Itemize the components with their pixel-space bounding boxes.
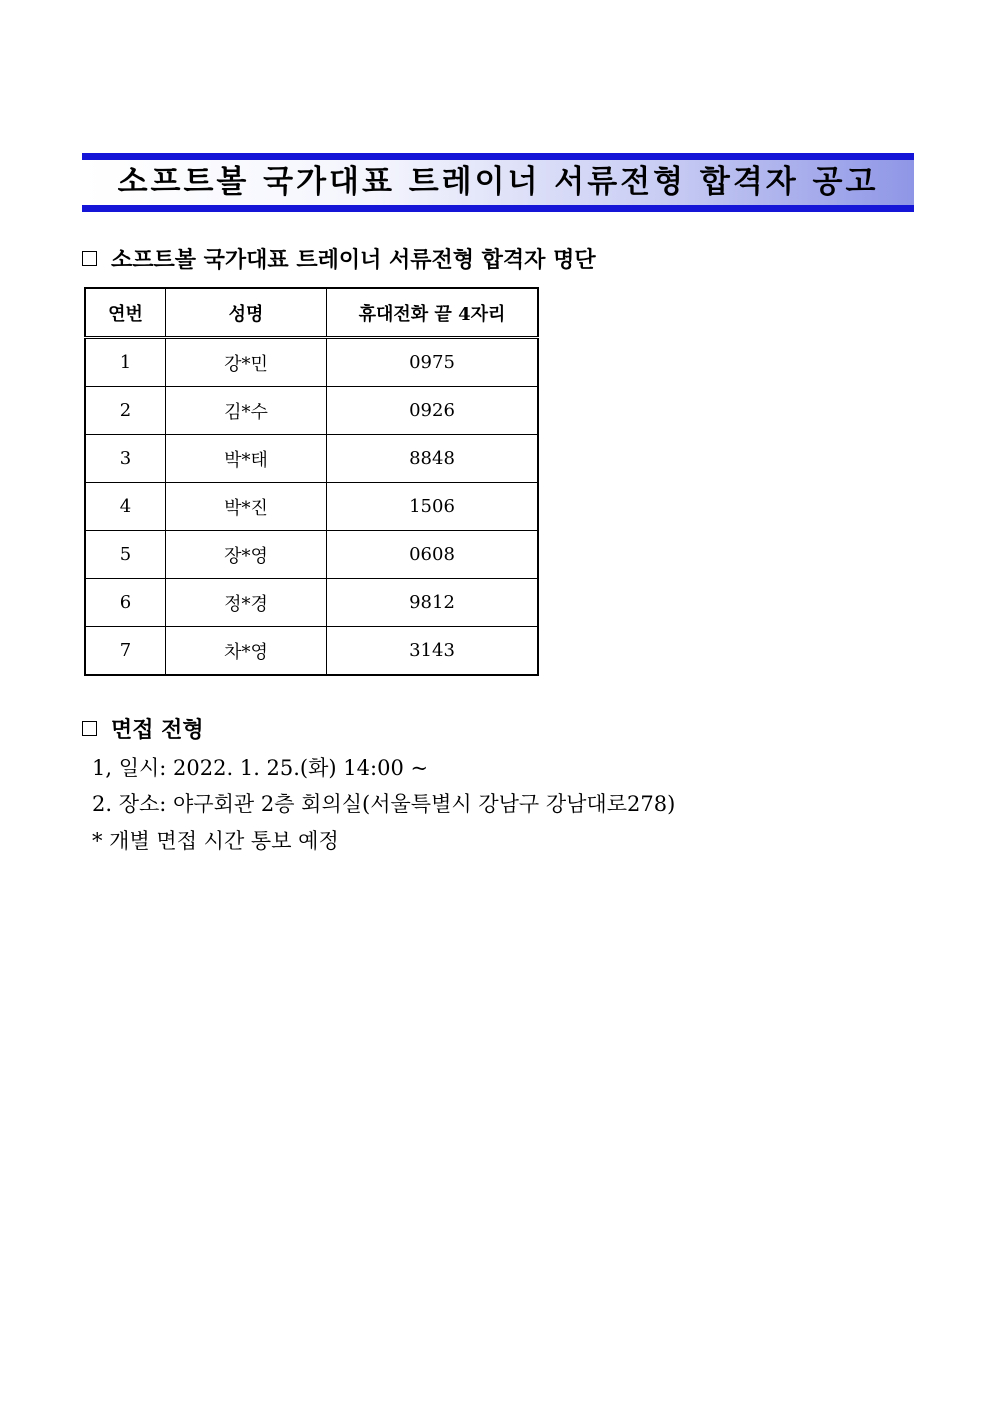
checkbox-icon	[82, 251, 97, 266]
cell-no: 4	[85, 483, 166, 531]
table-row	[85, 387, 538, 435]
cell-no: 7	[85, 627, 166, 676]
cell-name: 정*경	[166, 579, 327, 627]
interview-date-line: 1, 일시: 2022. 1. 25.(화) 14:00 ~	[92, 756, 429, 780]
cell-phone: 3143	[327, 627, 539, 676]
interview-note-line: * 개별 면접 시간 통보 예정	[92, 829, 339, 853]
table-row	[85, 627, 538, 676]
cell-phone: 8848	[327, 435, 539, 483]
title-top-bar	[82, 153, 914, 160]
checkbox-icon	[82, 721, 97, 736]
roster-table	[84, 287, 539, 676]
table-row	[85, 579, 538, 627]
cell-phone: 9812	[327, 579, 539, 627]
table-row	[85, 531, 538, 579]
section-heading-roster-text: 소프트볼 국가대표 트레이너 서류전형 합격자 명단	[111, 246, 596, 273]
cell-name: 박*진	[166, 483, 327, 531]
cell-no: 2	[85, 387, 166, 435]
header-no: 연번	[85, 288, 166, 338]
cell-name: 박*태	[166, 435, 327, 483]
title-bottom-bar	[82, 205, 914, 212]
title-banner	[82, 153, 914, 212]
cell-no: 5	[85, 531, 166, 579]
section-heading-roster	[82, 243, 596, 273]
cell-name: 강*민	[166, 338, 327, 387]
cell-name: 장*영	[166, 531, 327, 579]
interview-place-line: 2. 장소: 야구회관 2층 회의실(서울특별시 강남구 강남대로278)	[92, 792, 676, 816]
cell-phone: 1506	[327, 483, 539, 531]
table-header-row	[85, 288, 538, 338]
cell-name: 김*수	[166, 387, 327, 435]
cell-phone: 0975	[327, 338, 539, 387]
cell-name: 차*영	[166, 627, 327, 676]
table-row	[85, 435, 538, 483]
section-heading-interview-text: 면접 전형	[111, 716, 204, 743]
header-phone: 휴대전화 끝 4자리	[327, 288, 539, 338]
header-name: 성명	[166, 288, 327, 338]
cell-phone: 0608	[327, 531, 539, 579]
table-row	[85, 338, 538, 387]
cell-phone: 0926	[327, 387, 539, 435]
section-heading-interview	[82, 713, 204, 743]
table-row	[85, 483, 538, 531]
cell-no: 6	[85, 579, 166, 627]
cell-no: 3	[85, 435, 166, 483]
document-title: 소프트볼 국가대표 트레이너 서류전형 합격자 공고	[117, 164, 879, 200]
cell-no: 1	[85, 338, 166, 387]
